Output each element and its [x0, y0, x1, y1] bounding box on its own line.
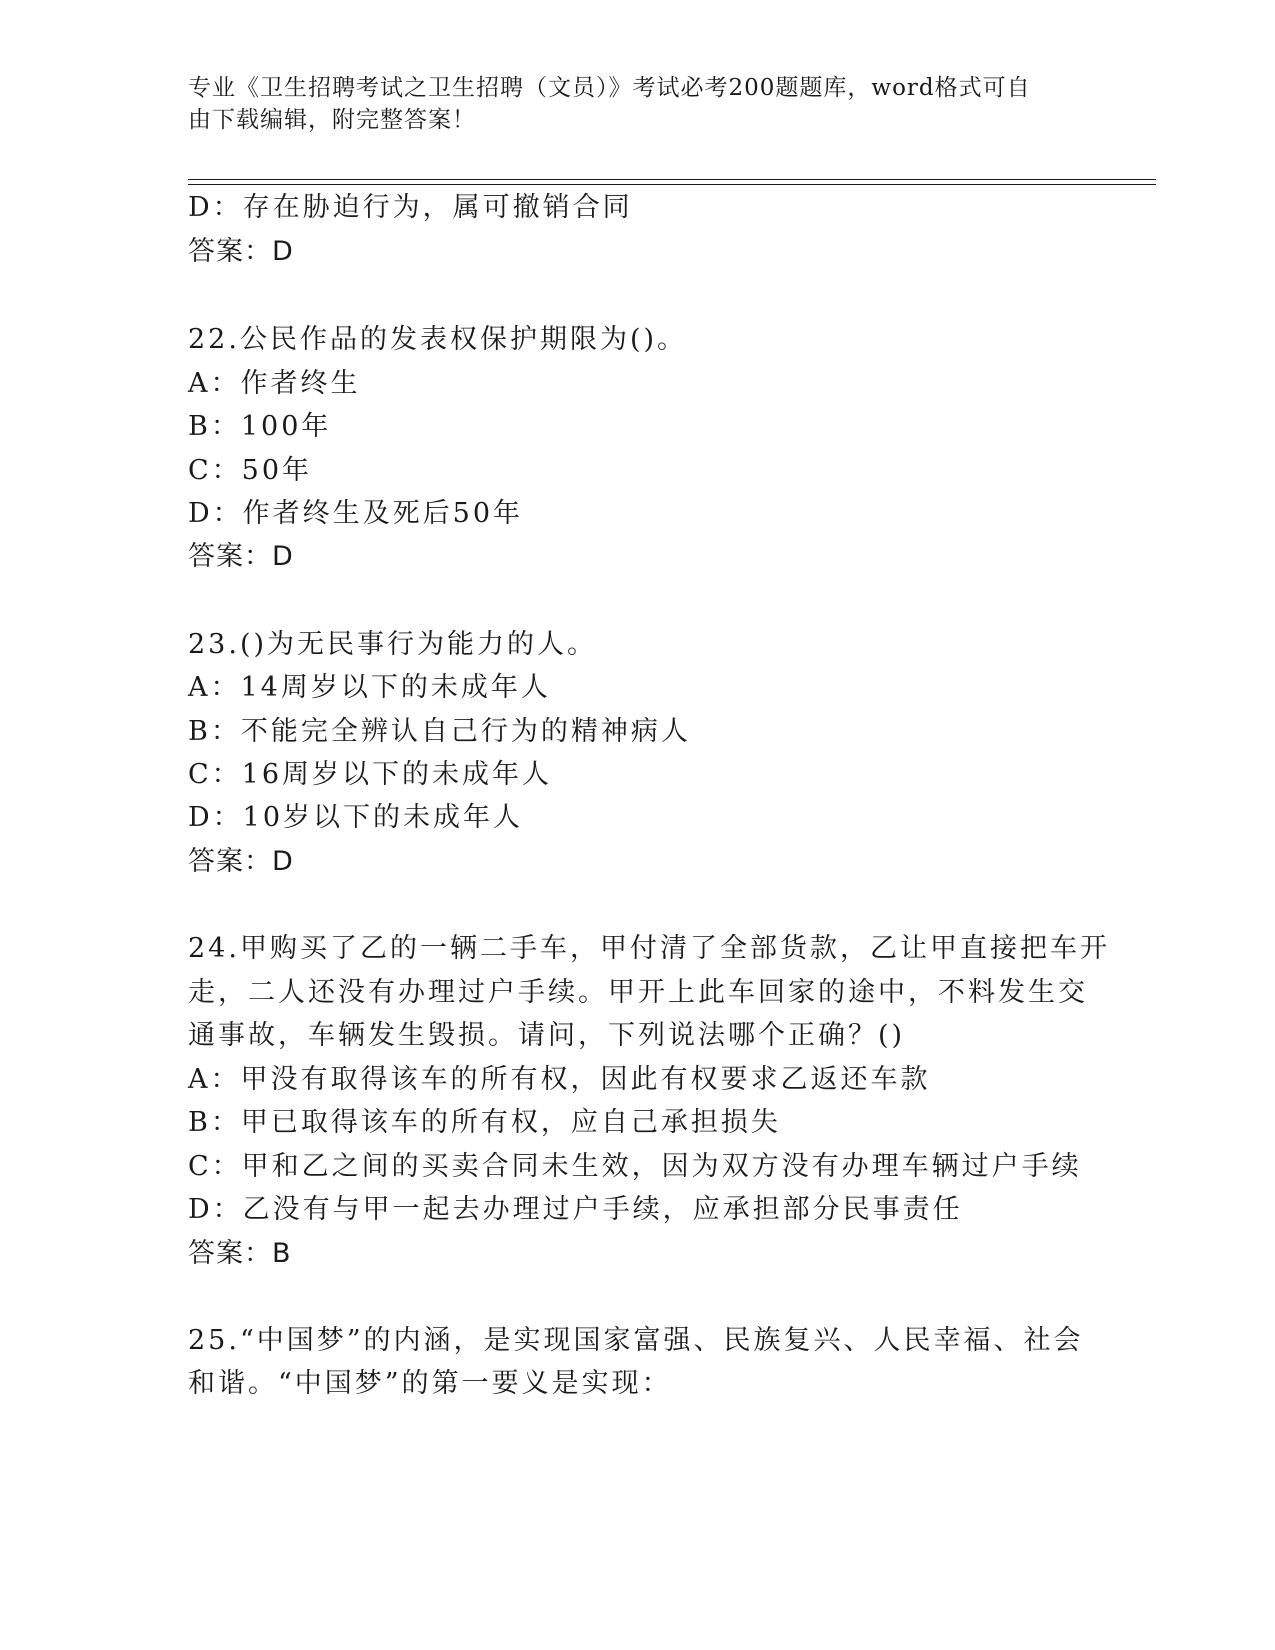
q22-option-c: C：50年 — [188, 455, 313, 486]
q24-stem-line-1: 24.甲购买了乙的一辆二手车，甲付清了全部货款，乙让甲直接把车开 — [188, 933, 1110, 964]
q24-option-a: A：甲没有取得该车的所有权，因此有权要求乙返还车款 — [188, 1064, 931, 1095]
header-divider-top — [188, 179, 1156, 180]
q22-stem: 22.公民作品的发表权保护期限为()。 — [188, 324, 688, 355]
q23-option-c: C：16周岁以下的未成年人 — [188, 759, 553, 790]
q22-answer: 答案：D — [188, 541, 294, 572]
document-header — [188, 72, 1088, 136]
header-divider-bottom — [188, 184, 1156, 185]
q24-option-b: B：甲已取得该车的所有权，应自己承担损失 — [188, 1107, 781, 1138]
q23-stem: 23.()为无民事行为能力的人。 — [188, 629, 598, 660]
q23-option-b: B：不能完全辨认自己行为的精神病人 — [188, 716, 691, 747]
q25-stem-line-1: 25.“中国梦”的内涵，是实现国家富强、民族复兴、人民幸福、社会 — [188, 1325, 1084, 1356]
q24-stem-line-3: 通事故，车辆发生毁损。请问，下列说法哪个正确？() — [188, 1020, 906, 1051]
prev-option-d: D：存在胁迫行为，属可撤销合同 — [188, 192, 633, 223]
header-line-2: 由下载编辑，附完整答案！ — [188, 107, 476, 133]
header-line-1: 专业《卫生招聘考试之卫生招聘（文员）》考试必考200题题库，word格式可自 — [188, 75, 1031, 101]
q23-answer: 答案：D — [188, 846, 294, 877]
q25-stem-line-2: 和谐。“中国梦”的第一要义是实现： — [188, 1368, 672, 1399]
q22-option-d: D：作者终生及死后50年 — [188, 498, 524, 529]
q22-option-a: A：作者终生 — [188, 368, 361, 399]
q23-option-a: A：14周岁以下的未成年人 — [188, 672, 551, 703]
q24-option-c: C：甲和乙之间的买卖合同未生效，因为双方没有办理车辆过户手续 — [188, 1151, 1082, 1182]
q24-answer: 答案：B — [188, 1238, 292, 1269]
q24-stem-line-2: 走，二人还没有办理过户手续。甲开上此车回家的途中，不料发生交 — [188, 977, 1088, 1008]
q24-option-d: D：乙没有与甲一起去办理过户手续，应承担部分民事责任 — [188, 1194, 963, 1225]
q23-option-d: D：10岁以下的未成年人 — [188, 802, 524, 833]
q22-option-b: B：100年 — [188, 411, 332, 442]
prev-answer: 答案：D — [188, 236, 294, 267]
